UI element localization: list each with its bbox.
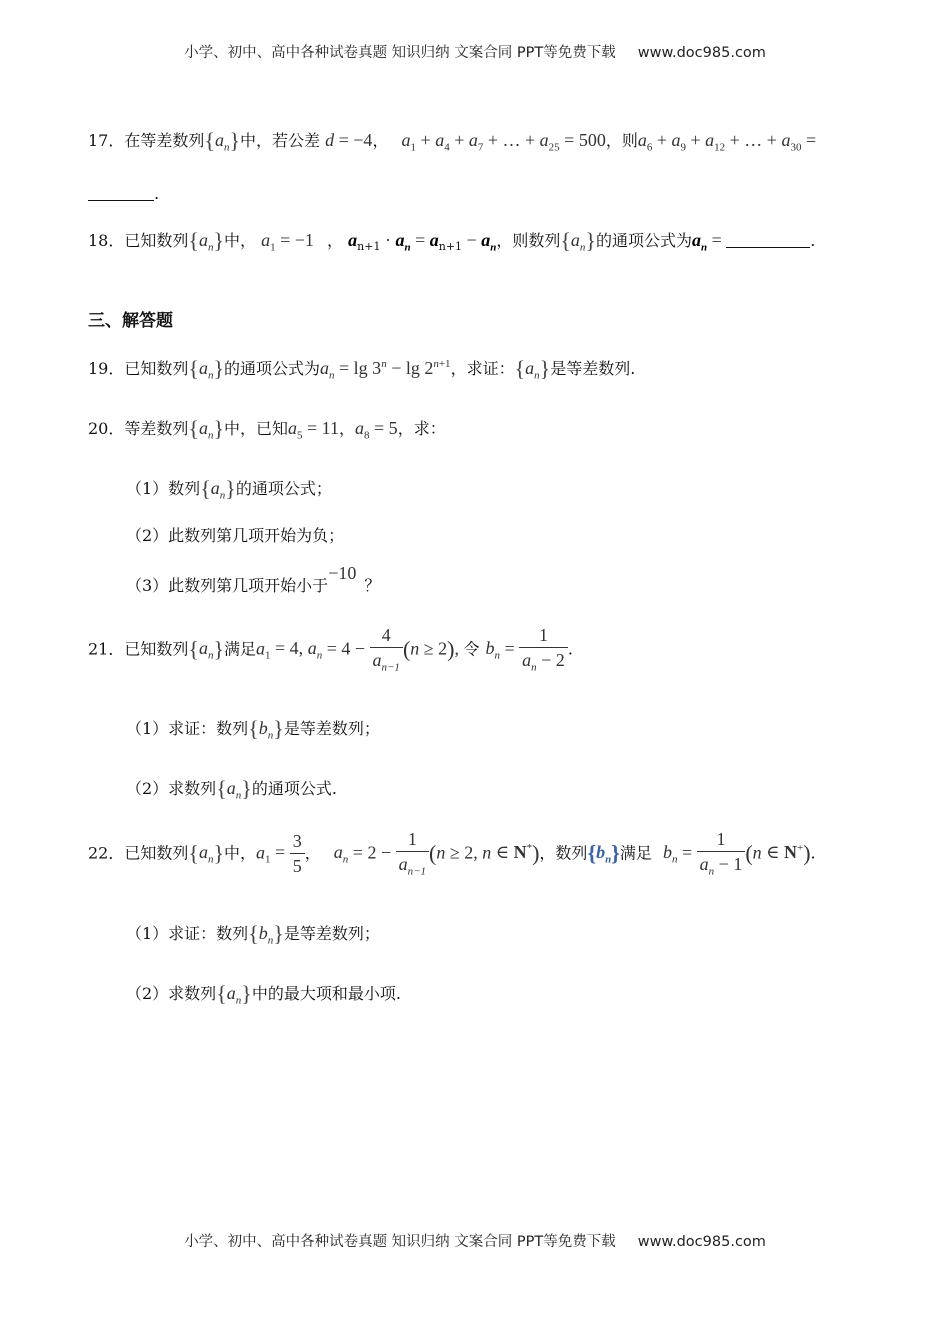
question-20-part-3: （3）此数列第几项开始小于−10？ bbox=[126, 563, 381, 595]
question-20-part-1: （1）数列$\{a_n\}$的通项公式； bbox=[126, 476, 332, 502]
question-17-answer-blank: . bbox=[88, 186, 159, 202]
question-20-part-2: （2）此数列第几项开始为负； bbox=[126, 526, 345, 545]
footer-site: www.doc985.com bbox=[637, 1234, 766, 1250]
question-21-part-2: （2）求数列$\{a_n\}$的通项公式. bbox=[126, 776, 337, 802]
question-21: 21．已知数列$\{a_n\}$满足$a_1 = 4$, $a_n = 4$ − $\frac{4}{a_{n-1}}$ (n ≥ 2), 令 $b_n$ = $\frac{1}{a_n - 2}$ . bbox=[88, 625, 573, 674]
question-22-part-1: （1）求证：数列$\{b_n\}$是等差数列； bbox=[126, 921, 380, 947]
header-site: www.doc985.com bbox=[637, 45, 766, 61]
page-footer: 小学、初中、高中各种试卷真题 知识归纳 文案合同 PPT等免费下载 www.doc985.com bbox=[184, 1234, 766, 1250]
question-22-part-2: （2）求数列$\{a_n\}$中的最大项和最小项. bbox=[126, 981, 401, 1007]
question-17: 17．在等差数列$\{a_n\}$中，若公差 d = −4， $a_1 + a_4 + a_7$ + … + $a_{25} = 500$，则$a_6 + a_9 + a_{12}$ + … + $a_{30}$ = bbox=[88, 128, 817, 154]
question-18: 18．已知数列$\{a_n\}$中， $a_1 = -1$ ， $a_{n+1} \cdot a_n = a_{n+1} - a_n$，则数列$\{a_n\}$的通项公式为$a_n$ = . bbox=[88, 228, 816, 254]
page-header: 小学、初中、高中各种试卷真题 知识归纳 文案合同 PPT等免费下载 www.doc985.com bbox=[184, 45, 766, 61]
section-3-title: 三、解答题 bbox=[88, 311, 173, 331]
question-19: 19．已知数列$\{a_n\}$的通项公式为$a_n = \lg 3^n - \lg 2^{n+1}$，求证：$\{a_n\}$是等差数列. bbox=[88, 356, 636, 382]
question-22: 22．已知数列$\{a_n\}$中，$a_1$ = $\frac{3}{5}$ ， $a_n = 2$ − $\frac{1}{a_{n-1}}$ (n ≥ 2, n ∈ N*)，数列$\{b_n\}$满足 $b_n$ = $\frac{1}{a_n - 1}$ (n ∈ N+). bbox=[88, 829, 816, 878]
question-21-part-1: （1）求证：数列$\{b_n\}$是等差数列； bbox=[126, 716, 380, 742]
question-20: 20．等差数列$\{a_n\}$中，已知$a_5 = 11$，$a_8 = 5$，求： bbox=[88, 416, 446, 442]
